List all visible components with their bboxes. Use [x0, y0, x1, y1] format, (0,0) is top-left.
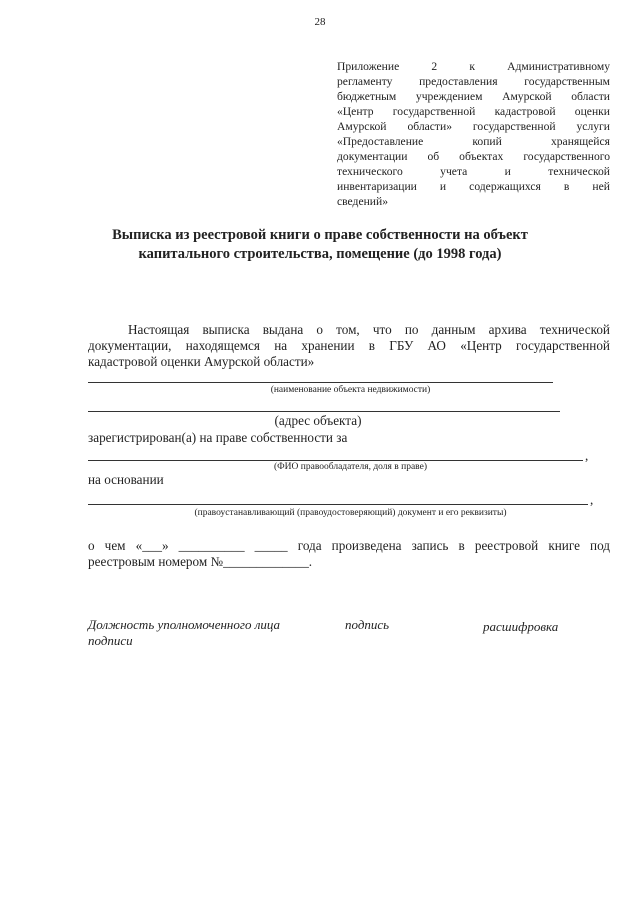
record-line-2: реестровым номером №_____________.	[88, 554, 313, 569]
address-line	[88, 411, 560, 412]
intro-line: кадастровой оценки Амурской области»	[88, 354, 315, 369]
decode-label: расшифровка	[483, 619, 559, 634]
sign-label: подпись	[345, 617, 390, 632]
position-label-cont: подписи	[88, 633, 133, 648]
object-name-caption: (наименование объекта недвижимости)	[270, 385, 431, 395]
registered-text: зарегистрирован(а) на праве собственности за	[88, 430, 348, 445]
document-caption: (правоустанавливающий (правоудостоверяющий) документ и его реквизиты)	[194, 508, 507, 518]
basis-text: на основании	[88, 472, 164, 487]
page-number: 28	[314, 16, 326, 28]
appendix-line: регламенту предоставления государственным	[337, 75, 610, 88]
intro-line: Настоящая выписка выдана о том, что по данным архива технической	[128, 322, 610, 337]
appendix-note	[337, 59, 610, 209]
intro-line: документации, находящемся на хранении в ГБУ АО «Центр государственной	[88, 338, 610, 353]
title-line: капитального строительства, помещение (до 1998 года)	[138, 246, 502, 262]
position-label: Должность уполномоченного лица	[88, 617, 281, 632]
record-line-1: о чем «___» __________ _____ года произведена запись в реестровой книге под	[88, 538, 610, 553]
owner-line	[88, 460, 583, 461]
appendix-line: сведений»	[337, 195, 388, 208]
appendix-line: Амурской области» государственной услуги	[337, 120, 610, 133]
appendix-line: бюджетным учреждением Амурской области	[337, 90, 610, 103]
address-caption: (адрес объекта)	[274, 413, 362, 428]
appendix-line: «Центр государственной кадастровой оценки	[337, 105, 610, 118]
object-name-line	[88, 382, 553, 383]
title-line: Выписка из реестровой книги о праве собственности на объект	[112, 227, 528, 243]
document-title	[60, 226, 580, 264]
owner-comma: ,	[585, 448, 589, 463]
document-line	[88, 504, 588, 505]
appendix-line: инвентаризации и содержащихся в ней	[337, 180, 610, 193]
document-comma: ,	[590, 492, 594, 507]
appendix-line: технического учета и технической	[337, 165, 610, 178]
appendix-line: «Предоставление копий хранящейся	[337, 135, 610, 148]
appendix-line: Приложение 2 к Административному	[337, 60, 610, 73]
intro-paragraph	[88, 322, 610, 370]
owner-caption: (ФИО правообладателя, доля в праве)	[274, 462, 427, 472]
appendix-line: документации об объектах государственного	[337, 150, 610, 163]
